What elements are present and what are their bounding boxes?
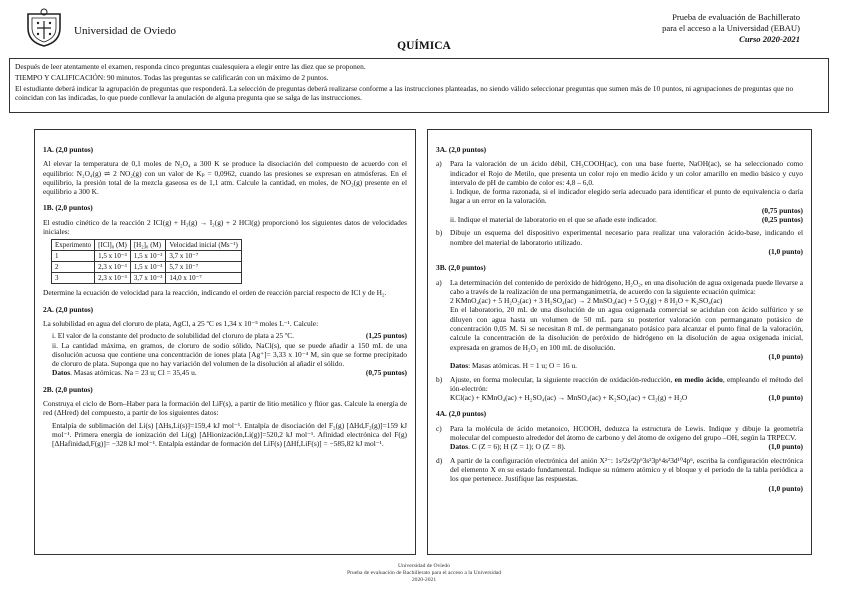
points-label: (1,25 puntos) bbox=[365, 331, 407, 341]
table-cell: 14,0 x 10⁻⁷ bbox=[166, 273, 241, 284]
question-text: Construya el ciclo de Born–Haber para la formación del LiF(s), a partir de litio metálico y flúor gas. Calcule la energía de red (ΔHred) del compuesto, a partir de los siguientes datos: bbox=[43, 399, 407, 418]
sub-question-c bbox=[436, 424, 803, 452]
question-2b bbox=[43, 385, 407, 449]
question-heading: 2B. (2,0 puntos) bbox=[43, 384, 93, 394]
instructions-box bbox=[9, 58, 829, 113]
data-label: Datos bbox=[450, 361, 469, 371]
data-text: . C (Z = 6); H (Z = 1); O (Z = 8). bbox=[468, 442, 566, 452]
sub-item-i bbox=[52, 331, 407, 340]
chemical-equation: 2 KMnO₄(ac) + 5 H₂O₂(ac) + 3 H₂SO₄(ac) → 2 MnSO₄(ac) + 5 O₂(g) + 8 H₂O + K₂SO₄(ac) bbox=[450, 296, 723, 306]
data-row bbox=[450, 361, 803, 370]
instruction-3: El estudiante deberá indicar la agrupación de preguntas que responderá. La selección de preguntas deberá realizarse conforme a las instrucciones planteadas, no siendo válido seleccionar preguntas que sumen más de 10 puntos, ni agrupaciones de preguntas que no coincidan con las indicadas, lo que puede conllevar la anulación de alguna pregunta que se salga de las instrucciones. bbox=[15, 84, 794, 102]
sub-question-a bbox=[436, 159, 803, 224]
table-cell: 2,3 x 10⁻³ bbox=[95, 262, 131, 273]
table-header-row bbox=[52, 240, 242, 251]
university-name: Universidad de Oviedo bbox=[74, 25, 177, 37]
sub-item-ii: ii. La cantidad máxima, en gramos, de cloruro de sodio sólido, NaCl(s), que se puede añadir a 150 mL de una disolución acuosa que contiene una concentración de iones plata [Ag⁺]= 3,33 x 10⁻⁴ M, sin que se forme precipitado de cloruro de plata. Suponga que no hay variación del volumen de la disolución al añadir el sólido. bbox=[52, 340, 407, 369]
question-1b bbox=[43, 203, 407, 297]
question-3b bbox=[436, 263, 803, 402]
sub-item-i: i. Indique, de forma razonada, si el indicador elegido sería adecuado para identificar el punto de equivalencia o daría lugar a un error en la valoración. bbox=[450, 187, 803, 206]
data-row bbox=[450, 442, 803, 451]
sub-label: c) bbox=[436, 423, 442, 433]
page-footer bbox=[0, 563, 848, 584]
subject-title: QUÍMICA bbox=[397, 40, 451, 52]
question-closing: Determine la ecuación de velocidad para la reacción, indicando el orden de reacción parcial respecto de ICl y de H₂. bbox=[43, 288, 387, 298]
points-label: (1,0 punto) bbox=[768, 351, 803, 361]
sub-question-d bbox=[436, 456, 803, 493]
sub-text: Para la valoración de un ácido débil, CH₃COOH(ac), con una base fuerte, NaOH(ac), se ha seleccionado como indicador el Rojo de Metilo, que presenta un color rojo en medio ácido y un color amarillo en medio básico y cuyo intervalo de pH de cambio de color es: 4,8 – 6,0. bbox=[450, 159, 803, 187]
sub-label: d) bbox=[436, 455, 443, 465]
table-header: Experimento bbox=[52, 240, 95, 251]
points-label: (1,0 punto) bbox=[768, 483, 803, 493]
sub-item-ii bbox=[450, 215, 803, 224]
table-cell: 2,3 x 10⁻³ bbox=[95, 273, 131, 284]
instruction-2: TIEMPO Y CALIFICACIÓN: 90 minutos. Todas las preguntas se calificarán con un máximo de 2 puntos. bbox=[15, 73, 329, 82]
points-label: (1,0 punto) bbox=[768, 246, 803, 256]
equation-row bbox=[450, 393, 803, 402]
exam-line-2: para el acceso a la Universidad (EBAU) bbox=[662, 23, 800, 33]
data-row bbox=[52, 368, 407, 377]
sub-label: b) bbox=[436, 228, 443, 238]
sub-question-a bbox=[436, 278, 803, 371]
points-label: (1,0 punto) bbox=[768, 393, 803, 403]
table-cell: 1 bbox=[52, 251, 95, 262]
table-header: [H₂]₀ (M) bbox=[130, 240, 166, 251]
table-header: [ICl]₀ (M) bbox=[95, 240, 131, 251]
sub-text-bold: en medio ácido bbox=[674, 374, 723, 384]
right-question-column bbox=[427, 129, 812, 555]
born-haber-data: Entalpía de sublimación del Li(s) [ΔHs,Li(s)]=159,4 kJ mol⁻¹. Entalpía de disociación del F₂(g) [ΔHd,F₂(g)]=159 kJ mol⁻¹. Primera energía de ionización del Li(g) [ΔHionización,Li(g)]=520,2 kJ mol⁻¹. Afinidad electrónica del F(g) [ΔHafinidad,F(g)]= −328 kJ mol⁻¹. Entalpía estándar de formación del LiF(s) [ΔHf,LiF(s)] = −585,82 kJ mol⁻¹. bbox=[52, 420, 407, 449]
data-text: . Masas atómicas. Na = 23 u; Cl = 35,45 u. bbox=[70, 368, 197, 378]
sub-item-text: ii. Indique el material de laboratorio en el que se añade este indicador. bbox=[450, 215, 657, 225]
points-label: (1,0 punto) bbox=[768, 442, 803, 452]
sub-item-text: i. El valor de la constante del producto de solubilidad del cloruro de plata a 25 ºC. bbox=[52, 331, 295, 341]
footer-line-2: Prueba de evaluación de Bachillerato para el acceso a la Universidad bbox=[346, 570, 502, 576]
question-3a bbox=[436, 145, 803, 256]
sub-text: Dibuje un esquema del dispositivo experimental necesario para realizar una valoración ácido-base, indicando el nombre del material de laboratorio utilizado. bbox=[450, 228, 803, 247]
question-heading: 1A. (2,0 puntos) bbox=[43, 145, 94, 154]
points-label: (0,25 puntos) bbox=[761, 215, 803, 225]
sub-text: Para la molécula de ácido metanoico, HCOOH, deduzca la estructura de Lewis. Indique y dibuje la geometría molecular del compuesto alrededor del átomo de carbono y del átomo de oxígeno del grupo –OH, según la TRPECV. bbox=[450, 423, 803, 443]
sub-text: A partir de la configuración electrónica del anión X²⁻: 1s²2s²2p⁶3s²3p⁶4s²3d¹⁰4p⁶, escriba la configuración electrónica del elemento X en su estado fundamental. Indique su número atómico y el bloque y el periodo de la tabla periódica a los que pertenece. Justifique las respuestas. bbox=[450, 455, 803, 484]
instruction-1: Después de leer atentamente el examen, responda cinco preguntas cualesquiera a elegir entre las diez que se proponen. bbox=[15, 62, 366, 71]
question-2a bbox=[43, 305, 407, 378]
exam-line-1: Prueba de evaluación de Bachillerato bbox=[672, 12, 800, 22]
table-cell: 3,7 x 10⁻³ bbox=[130, 273, 166, 284]
table-row bbox=[52, 262, 242, 273]
table-cell: 1,5 x 10⁻³ bbox=[95, 251, 131, 262]
question-heading: 3A. (2,0 puntos) bbox=[436, 145, 487, 154]
question-4a bbox=[436, 409, 803, 492]
sub-text: La determinación del contenido de peróxido de hidrógeno, H₂O₂, en una disolución de agua oxigenada puede llevarse a cabo a través de la realización de una permanganimetría, de acuerdo con la siguiente ecuación química: bbox=[450, 277, 804, 296]
question-heading: 3B. (2,0 puntos) bbox=[436, 263, 486, 273]
table-cell: 1,5 x 10⁻³ bbox=[130, 262, 166, 273]
question-heading: 1B. (2,0 puntos) bbox=[43, 203, 93, 213]
sub-text-pre: Ajuste, en forma molecular, la siguiente reacción de oxidación-reducción, bbox=[450, 374, 675, 384]
sub-text-post: , empleando el método del ión-electrón: bbox=[450, 374, 803, 393]
points-label: (0,75 puntos) bbox=[761, 205, 803, 215]
chemical-equation: KCl(ac) + KMnO₄(ac) + H₂SO₄(ac) → MnSO₄(ac) + K₂SO₄(ac) + Cl₂(g) + H₂O bbox=[450, 393, 688, 403]
data-text: : Masas atómicas. H = 1 u; O = 16 u. bbox=[468, 361, 577, 371]
kinetics-table bbox=[51, 239, 242, 284]
sub-label: a) bbox=[436, 159, 442, 169]
points-label: (0,75 puntos) bbox=[365, 368, 407, 378]
sub-question-b bbox=[436, 228, 803, 256]
table-cell: 3 bbox=[52, 273, 95, 284]
sub-text-2: En el laboratorio, 20 mL de una disolución de un agua oxigenada comercial se acidulan con ácido sulfúrico y se diluyen con agua hasta un volumen de 50 mL para su posterior valoración con permanganato potásico de concentración 0,05 M. Si se necesitan 8 mL de permanganato potásico para alcanzar el punto final de la valoración, calcule la concentración de la disolución de peróxido de hidrógeno en la disolución de agua oxigenada inicial, expresada en gramos de H₂O₂ en 100 mL de disolución. bbox=[450, 305, 803, 352]
question-text: El estudio cinético de la reacción 2 ICl(g) + H₂(g) → I₂(g) + 2 HCl(g) proporcionó los siguientes datos de velocidades iniciales: bbox=[43, 217, 407, 237]
table-cell: 5,7 x 10⁻⁷ bbox=[166, 262, 241, 273]
sub-question-b bbox=[436, 375, 803, 403]
sub-text bbox=[450, 375, 803, 394]
table-header: Velocidad inicial (Ms⁻¹) bbox=[166, 240, 241, 251]
footer-line-1: Universidad de Oviedo bbox=[398, 563, 450, 569]
table-row bbox=[52, 251, 242, 262]
data-label: Datos bbox=[52, 368, 71, 378]
table-cell: 2 bbox=[52, 262, 95, 273]
course-year: Curso 2020-2021 bbox=[739, 34, 800, 44]
question-text: Al elevar la temperatura de 0,1 moles de N₂O₄ a 300 K se produce la disociación del compuesto de acuerdo con el equilibrio: N₂O₄(g) ⇌ 2 NO₂(g) con un valor de Kₚ = 0,0962, cuando las presiones se expresan en atmósferas. En el equilibrio, la presión total de la mezcla gaseosa es de 1,1 atm. Calcule la cantidad, en moles, de NO₂(g) presente en el equilibrio a 300 K. bbox=[43, 159, 407, 197]
footer-line-3: 2020-2021 bbox=[411, 577, 437, 583]
table-cell: 3,7 x 10⁻⁷ bbox=[166, 251, 241, 262]
sub-label: b) bbox=[436, 374, 443, 384]
left-question-column bbox=[34, 129, 416, 555]
sub-label: a) bbox=[436, 277, 442, 287]
question-heading: 2A. (2,0 puntos) bbox=[43, 304, 94, 314]
table-row bbox=[52, 273, 242, 284]
question-1a bbox=[43, 145, 407, 196]
question-text: La solubilidad en agua del cloruro de plata, AgCl, a 25 ºC es 1,34 x 10⁻⁵ moles L⁻¹. Calcule: bbox=[43, 318, 319, 328]
data-label: Datos bbox=[450, 442, 469, 452]
table-cell: 1,5 x 10⁻³ bbox=[130, 251, 166, 262]
question-heading: 4A. (2,0 puntos) bbox=[436, 409, 487, 419]
